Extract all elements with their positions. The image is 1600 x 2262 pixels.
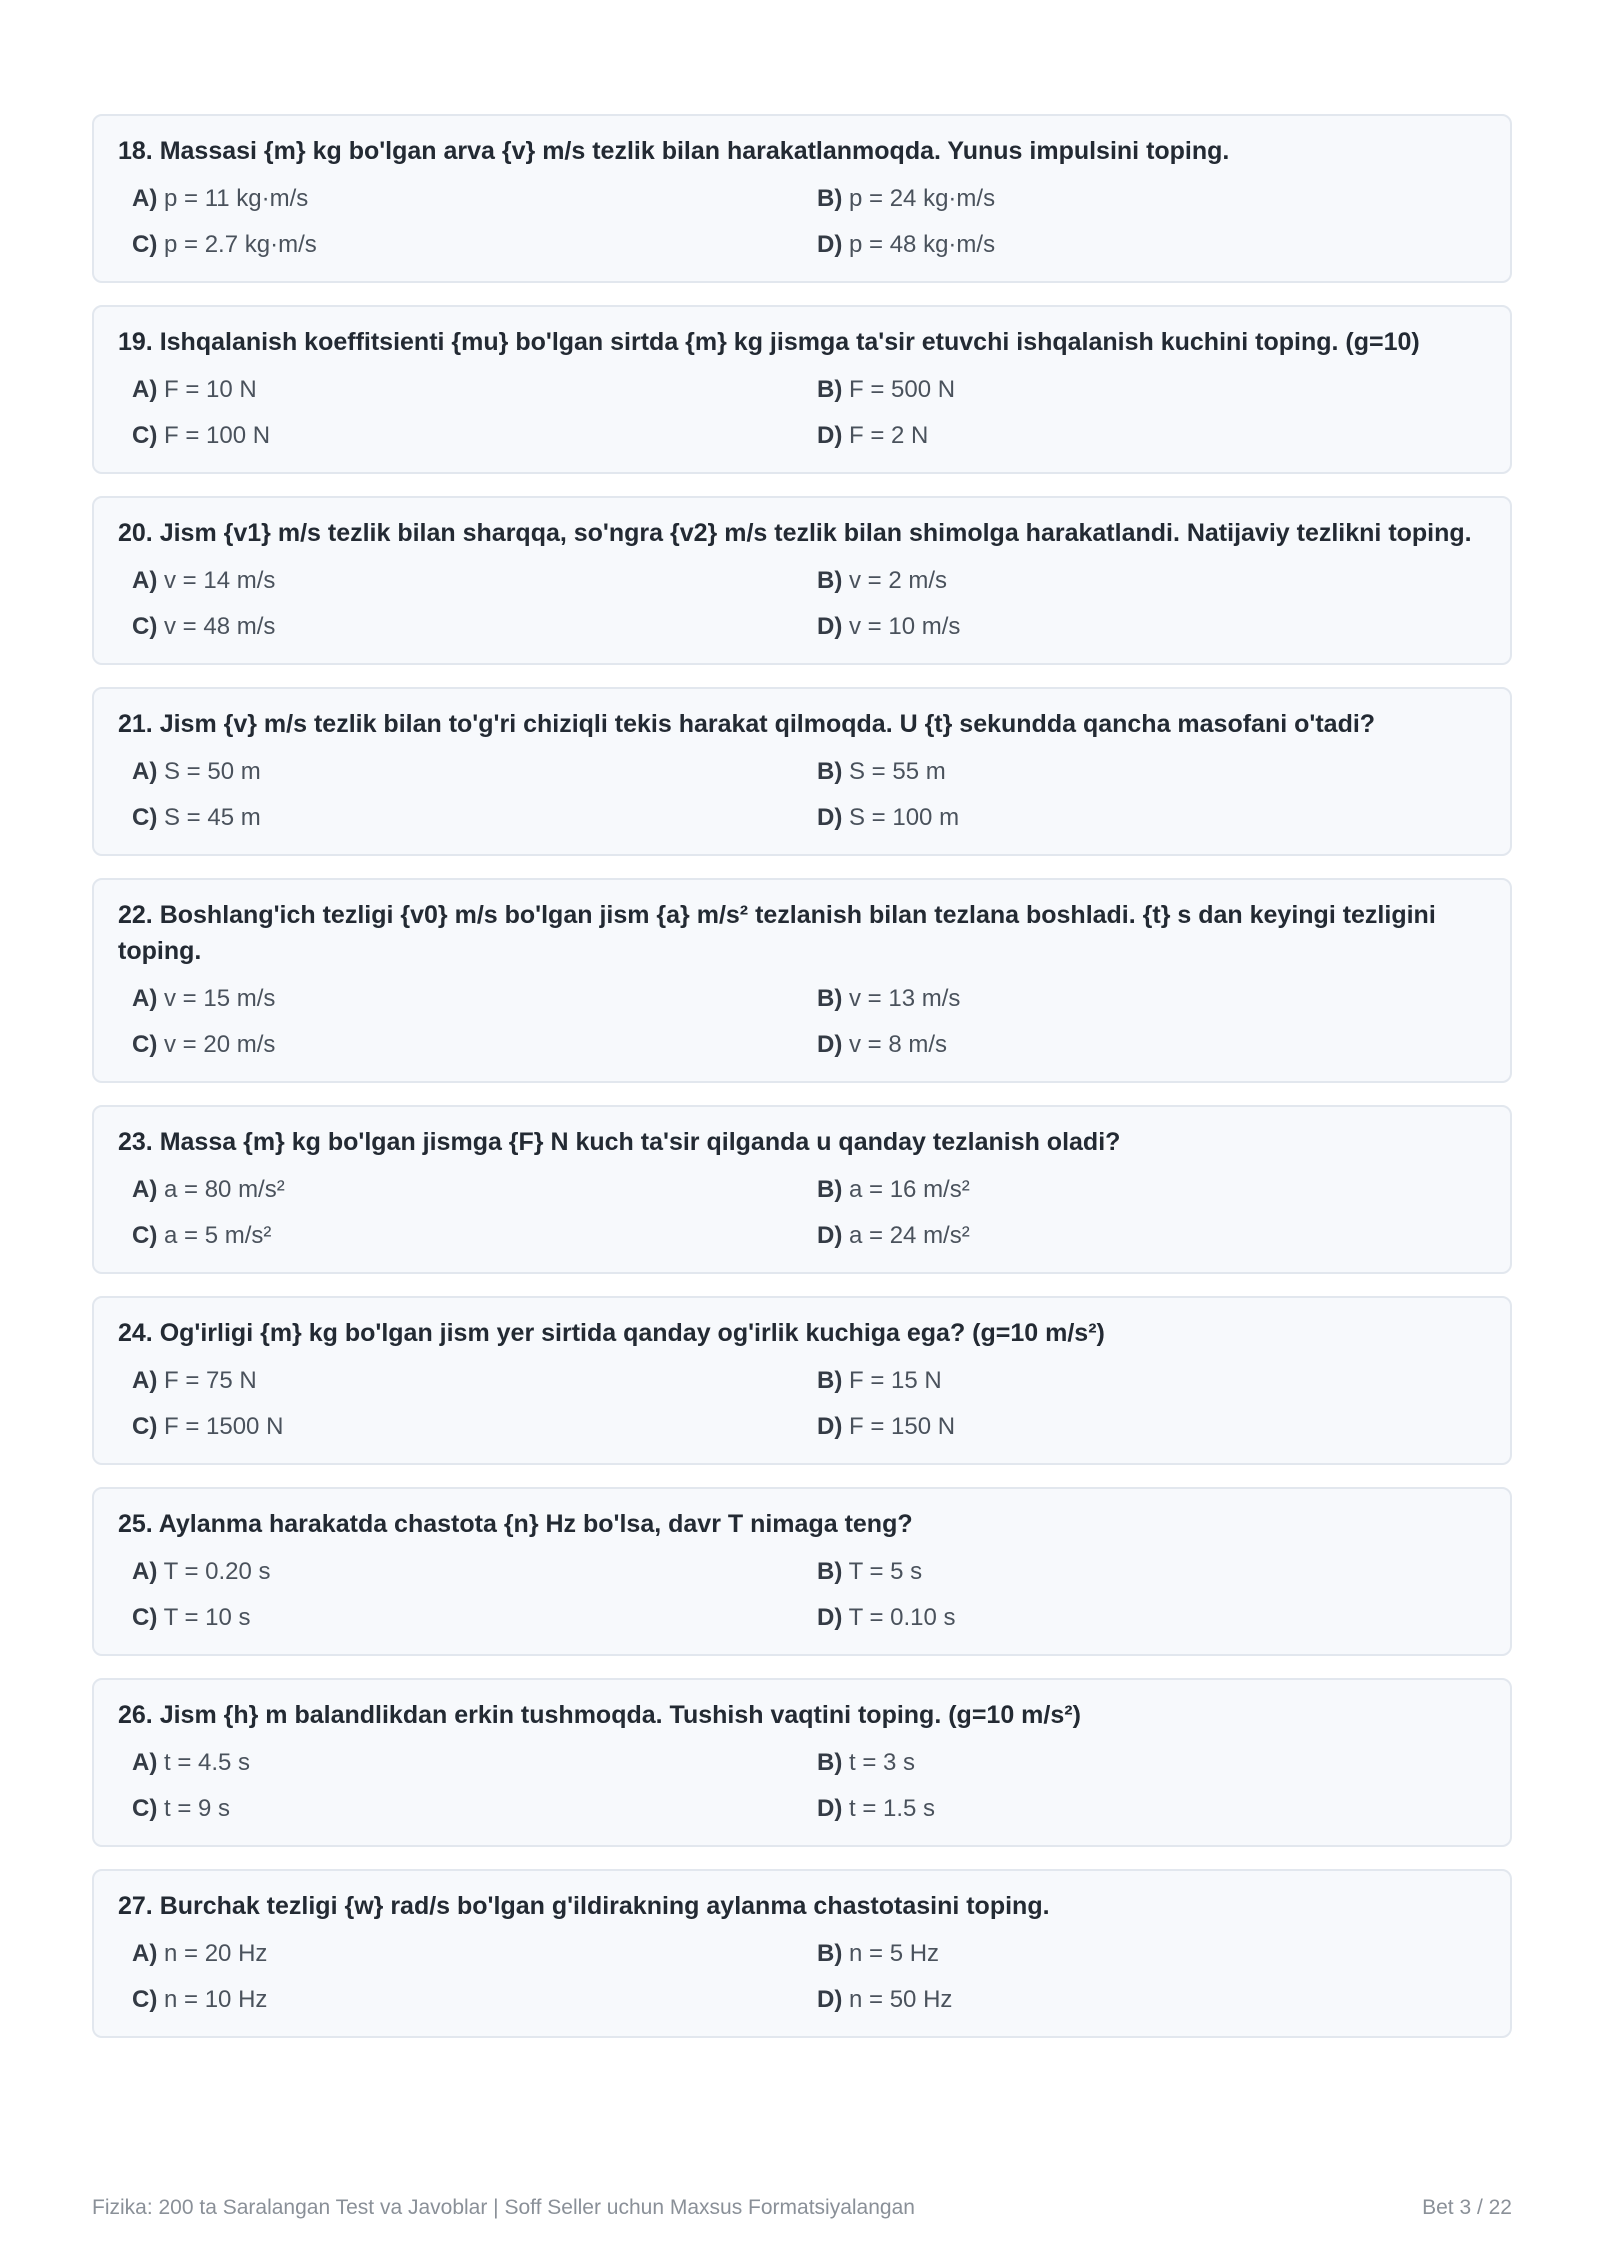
option-letter: C): [132, 1222, 158, 1249]
answer-option: [132, 1982, 817, 2018]
answer-option: [817, 227, 1486, 263]
answer-option: [132, 181, 817, 217]
answer-option: [817, 372, 1486, 408]
option-text: T = 10 s: [163, 1604, 251, 1631]
option-letter: D): [817, 613, 843, 640]
option-text: a = 80 m/s²: [164, 1176, 285, 1203]
option-letter: B): [817, 376, 843, 403]
option-letter: B): [817, 1176, 843, 1203]
answer-option: [132, 372, 817, 408]
option-letter: C): [132, 1986, 158, 2013]
question-card: [92, 878, 1512, 1083]
option-letter: D): [817, 1222, 843, 1249]
option-text: v = 20 m/s: [164, 1031, 276, 1058]
question-card: [92, 496, 1512, 665]
answer-option: [132, 418, 817, 454]
option-letter: B): [817, 185, 843, 212]
option-letter: C): [132, 1031, 158, 1058]
question-text: 18. Massasi {m} kg bo'lgan arva {v} m/s tezlik bilan harakatlanmoqda. Yunus impulsini toping.: [118, 137, 1230, 165]
option-text: p = 11 kg·m/s: [164, 185, 309, 212]
answer-option: [132, 1218, 817, 1254]
option-text: p = 2.7 kg·m/s: [164, 231, 317, 258]
option-text: F = 500 N: [849, 376, 956, 403]
option-letter: A): [132, 1176, 158, 1203]
option-letter: C): [132, 613, 158, 640]
answer-option: [817, 981, 1486, 1017]
question-card: [92, 1487, 1512, 1656]
option-letter: D): [817, 1413, 843, 1440]
option-letter: A): [132, 376, 158, 403]
page-number: Bet 3 / 22: [1422, 2196, 1512, 2219]
answer-option: [132, 1172, 817, 1208]
option-text: n = 50 Hz: [849, 1986, 953, 2013]
option-letter: C): [132, 422, 158, 449]
option-text: t = 4.5 s: [164, 1749, 251, 1776]
option-text: a = 5 m/s²: [164, 1222, 272, 1249]
question-text: 19. Ishqalanish koeffitsienti {mu} bo'lgan sirtda {m} kg jismga ta'sir etuvchi ishqalanish kuchini toping. (g=10): [118, 328, 1420, 356]
option-text: n = 10 Hz: [164, 1986, 268, 2013]
answer-option: [817, 1172, 1486, 1208]
question-text: 20. Jism {v1} m/s tezlik bilan sharqqa, so'ngra {v2} m/s tezlik bilan shimolga harakatlandi. Natijaviy tezlikni toping.: [118, 519, 1472, 547]
answer-options: [118, 1363, 1486, 1445]
option-letter: D): [817, 1604, 843, 1631]
option-letter: A): [132, 1367, 158, 1394]
option-letter: D): [817, 1795, 843, 1822]
question-text: 24. Og'irligi {m} kg bo'lgan jism yer sirtida qanday og'irlik kuchiga ega? (g=10 m/s²): [118, 1319, 1105, 1347]
option-letter: D): [817, 231, 843, 258]
answer-option: [817, 754, 1486, 790]
option-text: a = 24 m/s²: [849, 1222, 970, 1249]
option-letter: C): [132, 1604, 158, 1631]
option-text: S = 55 m: [849, 758, 946, 785]
option-text: p = 24 kg·m/s: [849, 185, 996, 212]
option-letter: A): [132, 185, 158, 212]
answer-option: [817, 1218, 1486, 1254]
question-card: [92, 1296, 1512, 1465]
question-text: 26. Jism {h} m balandlikdan erkin tushmoqda. Tushish vaqtini toping. (g=10 m/s²): [118, 1701, 1081, 1729]
option-text: T = 5 s: [848, 1558, 923, 1585]
answer-options: [118, 1936, 1486, 2018]
option-letter: C): [132, 1413, 158, 1440]
option-letter: B): [817, 1558, 843, 1585]
option-letter: A): [132, 985, 158, 1012]
answer-option: [132, 1745, 817, 1781]
option-text: a = 16 m/s²: [849, 1176, 970, 1203]
option-text: v = 13 m/s: [849, 985, 961, 1012]
option-letter: A): [132, 567, 158, 594]
option-letter: D): [817, 1986, 843, 2013]
answer-options: [118, 1172, 1486, 1254]
option-letter: A): [132, 1749, 158, 1776]
option-text: S = 100 m: [849, 804, 960, 831]
question-card: [92, 1678, 1512, 1847]
answer-option: [817, 1791, 1486, 1827]
question-card: [92, 1869, 1512, 2038]
option-text: v = 48 m/s: [164, 613, 276, 640]
answer-option: [132, 563, 817, 599]
answer-option: [817, 1554, 1486, 1590]
option-text: t = 1.5 s: [849, 1795, 936, 1822]
answer-option: [132, 1409, 817, 1445]
answer-options: [118, 563, 1486, 645]
answer-option: [132, 1363, 817, 1399]
option-text: t = 9 s: [164, 1795, 231, 1822]
answer-option: [817, 563, 1486, 599]
answer-option: [817, 1745, 1486, 1781]
answer-option: [132, 981, 817, 1017]
option-text: v = 10 m/s: [849, 613, 961, 640]
footer-title: Fizika: 200 ta Saralangan Test va Javoblar | Soff Seller uchun Maxsus Formatsiyalangan: [92, 2196, 915, 2219]
question-card: [92, 305, 1512, 474]
answer-option: [132, 609, 817, 645]
question-text: 21. Jism {v} m/s tezlik bilan to'g'ri chiziqli tekis harakat qilmoqda. U {t} sekundda qancha masofani o'tadi?: [118, 710, 1376, 738]
answer-option: [132, 227, 817, 263]
option-text: n = 20 Hz: [164, 1940, 268, 1967]
option-text: F = 1500 N: [164, 1413, 284, 1440]
option-letter: C): [132, 804, 158, 831]
question-list: [92, 114, 1512, 2060]
option-text: F = 100 N: [164, 422, 271, 449]
answer-option: [817, 1982, 1486, 2018]
question-card: [92, 114, 1512, 283]
option-letter: D): [817, 422, 843, 449]
answer-option: [132, 1027, 817, 1063]
question-card: [92, 1105, 1512, 1274]
answer-option: [132, 1791, 817, 1827]
option-text: F = 15 N: [849, 1367, 942, 1394]
answer-option: [817, 181, 1486, 217]
answer-options: [118, 754, 1486, 836]
question-text: 22. Boshlang'ich tezligi {v0} m/s bo'lgan jism {a} m/s² tezlanish bilan tezlana boshladi. {t} s dan keyingi tezligini toping.: [118, 901, 1436, 965]
option-text: S = 45 m: [164, 804, 261, 831]
option-letter: A): [132, 1940, 158, 1967]
option-text: T = 0.20 s: [163, 1558, 271, 1585]
question-text: 25. Aylanma harakatda chastota {n} Hz bo'lsa, davr T nimaga teng?: [118, 1510, 913, 1538]
option-letter: B): [817, 758, 843, 785]
answer-option: [817, 609, 1486, 645]
option-text: F = 10 N: [164, 376, 257, 403]
question-text: 23. Massa {m} kg bo'lgan jismga {F} N kuch ta'sir qilganda u qanday tezlanish oladi?: [118, 1128, 1121, 1156]
answer-option: [132, 1936, 817, 1972]
option-text: S = 50 m: [164, 758, 261, 785]
option-letter: A): [132, 758, 158, 785]
question-text: 27. Burchak tezligi {w} rad/s bo'lgan g'ildirakning aylanma chastotasini toping.: [118, 1892, 1050, 1920]
option-letter: A): [132, 1558, 158, 1585]
option-letter: B): [817, 1940, 843, 1967]
question-card: [92, 687, 1512, 856]
option-letter: D): [817, 804, 843, 831]
answer-options: [118, 981, 1486, 1063]
answer-options: [118, 372, 1486, 454]
answer-option: [817, 1409, 1486, 1445]
option-text: v = 8 m/s: [849, 1031, 948, 1058]
answer-option: [817, 1936, 1486, 1972]
answer-option: [132, 754, 817, 790]
page-footer: [92, 2196, 1512, 2220]
option-letter: B): [817, 1749, 843, 1776]
option-text: v = 14 m/s: [164, 567, 276, 594]
option-letter: D): [817, 1031, 843, 1058]
option-text: n = 5 Hz: [849, 1940, 940, 1967]
option-letter: C): [132, 231, 158, 258]
option-text: v = 2 m/s: [849, 567, 948, 594]
answer-option: [817, 1600, 1486, 1636]
answer-option: [817, 418, 1486, 454]
answer-option: [817, 1363, 1486, 1399]
option-text: T = 0.10 s: [848, 1604, 956, 1631]
option-letter: B): [817, 985, 843, 1012]
answer-option: [132, 1600, 817, 1636]
option-letter: B): [817, 567, 843, 594]
answer-option: [132, 1554, 817, 1590]
answer-options: [118, 181, 1486, 263]
option-letter: B): [817, 1367, 843, 1394]
answer-option: [817, 800, 1486, 836]
option-text: F = 75 N: [164, 1367, 257, 1394]
option-text: F = 150 N: [849, 1413, 956, 1440]
option-text: v = 15 m/s: [164, 985, 276, 1012]
answer-options: [118, 1745, 1486, 1827]
answer-option: [132, 800, 817, 836]
option-letter: C): [132, 1795, 158, 1822]
option-text: t = 3 s: [849, 1749, 916, 1776]
answer-option: [817, 1027, 1486, 1063]
answer-options: [118, 1554, 1486, 1636]
option-text: F = 2 N: [849, 422, 929, 449]
option-text: p = 48 kg·m/s: [849, 231, 996, 258]
